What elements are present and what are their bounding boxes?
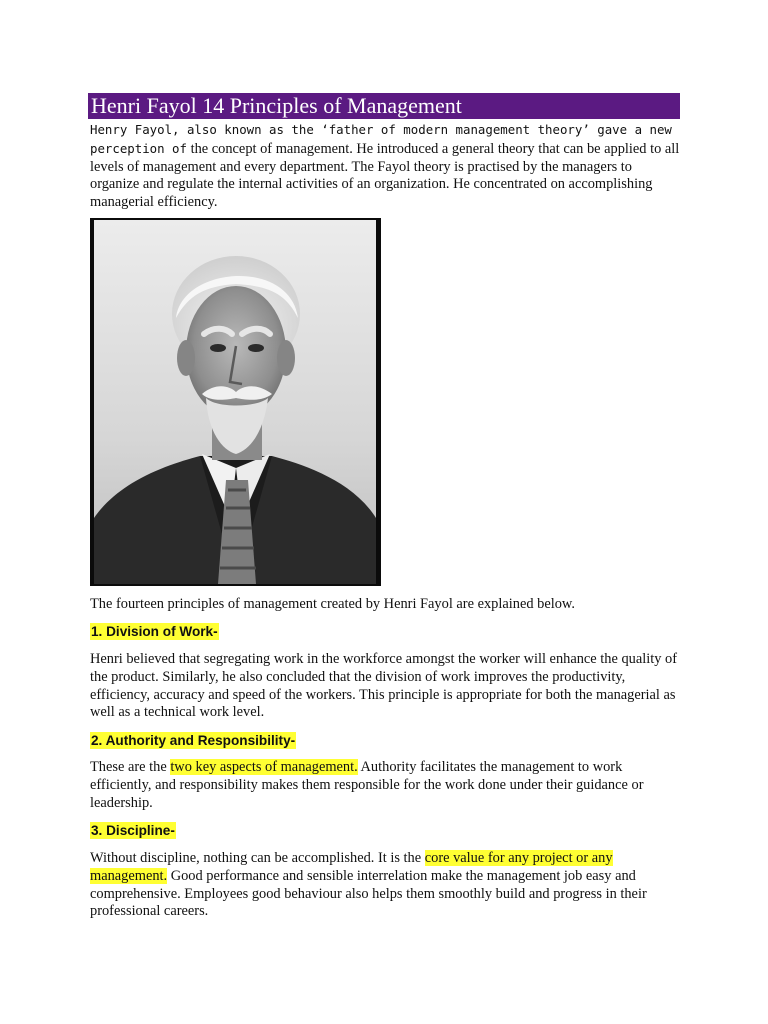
principle-2-heading: 2. Authority and Responsibility-	[91, 733, 296, 748]
fayol-portrait-image	[90, 218, 381, 586]
principle-3-text	[90, 850, 680, 921]
intro-paragraph	[90, 121, 680, 212]
portrait-illustration	[90, 218, 381, 586]
principle-2-text-after: Authority facilitates the management to work efficiently, and responsibility makes them responsible for the work done under their guidance or leadership.	[90, 759, 644, 811]
principle-2-text	[90, 759, 680, 812]
principle-1-heading: 1. Division of Work-	[91, 624, 218, 639]
principle-1-text: Henri believed that segregating work in the workforce amongst the worker will enhance the quality of the product. Similarly, he also concluded that the division of work improves the productivity, efficiency, accuracy and speed of the workers. This principle is appropriate for both the managerial as well as a technical work level.	[90, 651, 678, 721]
principle-3-heading: 3. Discipline-	[91, 823, 175, 838]
lead-in-text: The fourteen principles of management created by Henri Fayol are explained below.	[90, 596, 575, 612]
principle-3-highlight: core value for any project or any management.	[90, 850, 613, 884]
principle-3-text-before: Without discipline, nothing can be accomplished. It is the	[90, 850, 425, 866]
principle-3-text-after: Good performance and sensible interrelation make the management job easy and comprehensive. Employees good behaviour also helps them smoothly build and progress in their professional careers.	[90, 867, 647, 920]
principle-2-highlight: two key aspects of management.	[170, 759, 358, 775]
principle-2-text-before: These are the	[90, 759, 171, 775]
intro-first-line: Henry Fayol, also known as the ‘father of modern management theory’ gave a new perception of	[90, 122, 672, 156]
page-title: Henri Fayol 14 Principles of Management	[88, 93, 680, 119]
intro-body: the concept of management. He introduced a general theory that can be applied to all levels of management and every department. The Fayol theory is practised by the managers to organize and regulate the internal activities of an organization. He concentrated on accomplishing managerial efficiency.	[90, 140, 680, 211]
